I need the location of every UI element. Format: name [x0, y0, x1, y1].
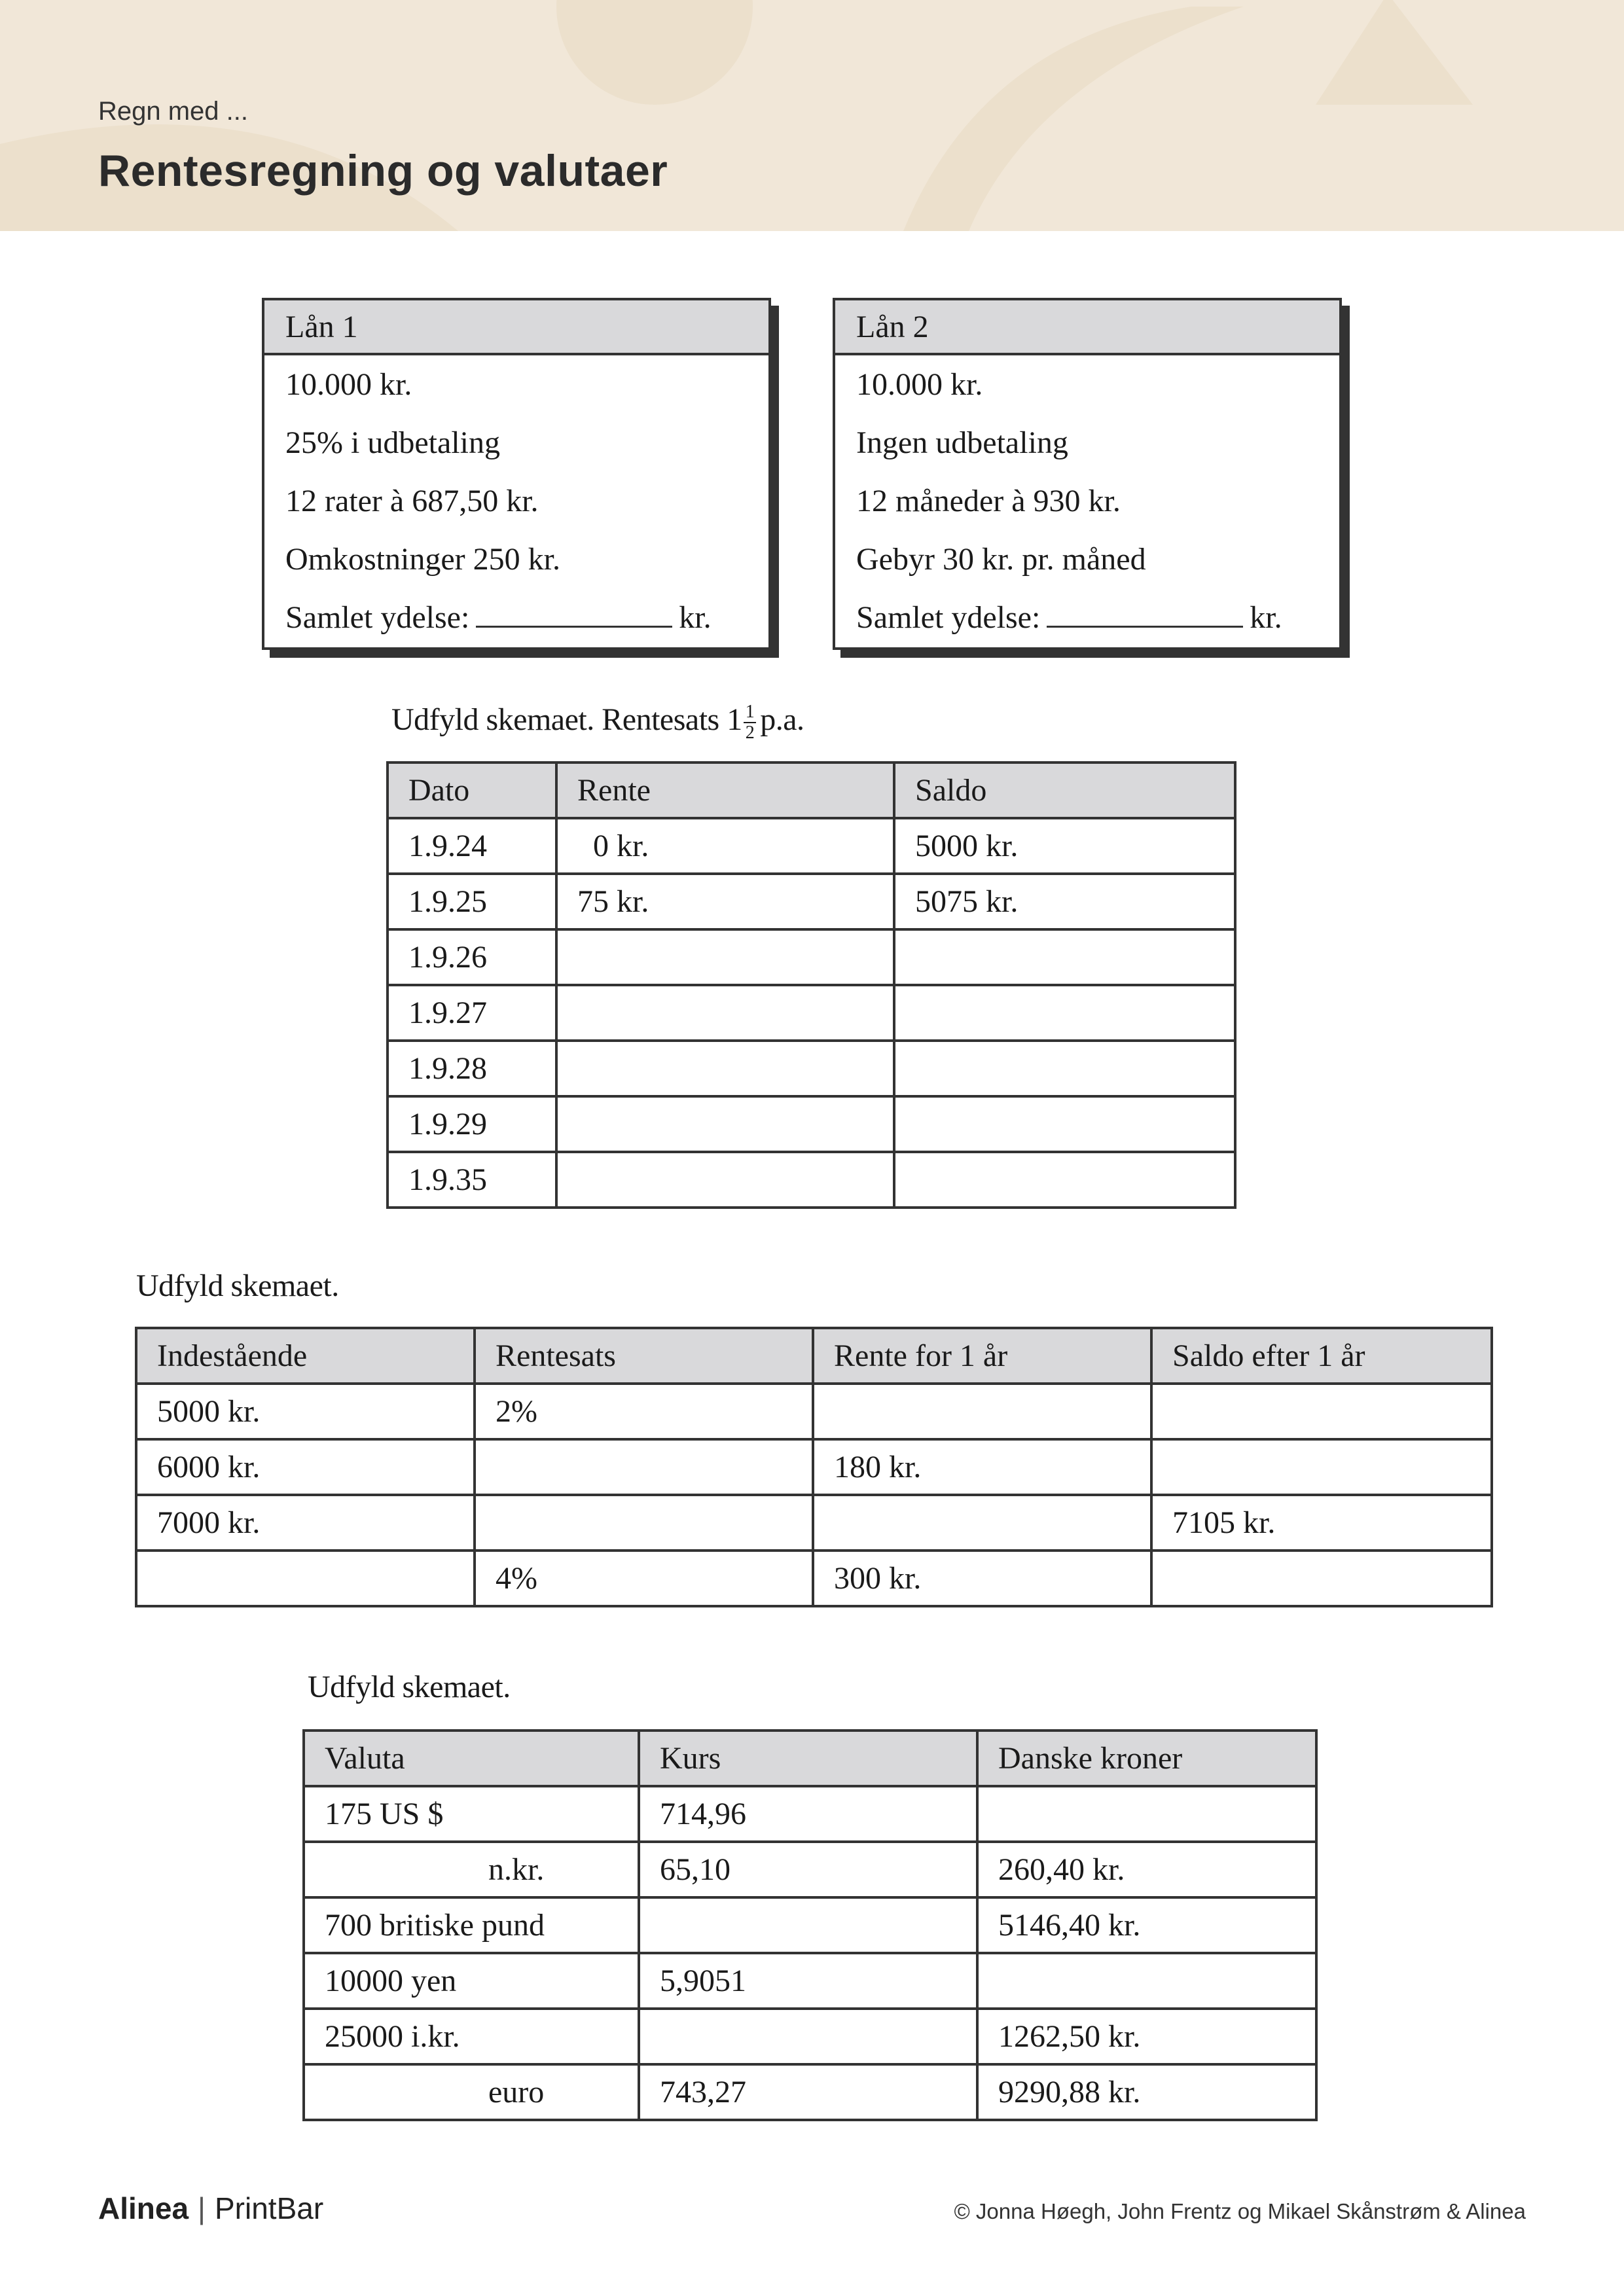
answer-cell[interactable]	[639, 1897, 977, 1953]
table-cell: 5000 kr.	[136, 1384, 475, 1439]
page-title: Rentesregning og valutaer	[98, 146, 668, 196]
table-cell: 1.9.24	[388, 818, 556, 874]
answer-cell[interactable]	[894, 1096, 1235, 1152]
answer-cell[interactable]	[475, 1495, 813, 1551]
header-band	[0, 0, 1624, 231]
table-row	[304, 1953, 1316, 2009]
table-row	[388, 818, 1235, 874]
answer-cell[interactable]	[136, 1551, 475, 1606]
table-row	[136, 1551, 1492, 1606]
answer-blank[interactable]	[1047, 602, 1243, 628]
answer-cell[interactable]	[894, 985, 1235, 1041]
table-row	[304, 2009, 1316, 2064]
table-cell: 6000 kr.	[136, 1439, 475, 1495]
brand-separator: |	[198, 2191, 206, 2225]
table-cell: 1.9.27	[388, 985, 556, 1041]
table-cell: 9290,88 kr.	[977, 2064, 1316, 2120]
table-cell: n.kr.	[304, 1842, 639, 1897]
answer-cell[interactable]	[556, 1152, 894, 1208]
fraction-numerator: 1	[744, 702, 757, 723]
table-row	[304, 1786, 1316, 1842]
answer-cell[interactable]	[813, 1495, 1151, 1551]
table-cell: 260,40 kr.	[977, 1842, 1316, 1897]
column-header: Rente for 1 år	[813, 1328, 1151, 1384]
total-label: Samlet ydelse:	[856, 600, 1041, 635]
answer-blank[interactable]	[476, 602, 672, 628]
table-cell: euro	[304, 2064, 639, 2120]
table-row	[388, 985, 1235, 1041]
loan-box-1	[262, 298, 771, 650]
deposit-table	[135, 1327, 1493, 1607]
table-row	[304, 2064, 1316, 2120]
loan-line: 12 måneder à 930 kr.	[856, 484, 1121, 518]
instruction-text: Udfyld skemaet. Rentesats 1	[391, 702, 742, 737]
deposit-instruction: Udfyld skemaet.	[136, 1268, 339, 1303]
table-cell: 5146,40 kr.	[977, 1897, 1316, 1953]
loan-title: Lån 2	[835, 300, 1339, 355]
column-header: Dato	[388, 762, 556, 818]
total-unit: kr.	[679, 600, 712, 635]
table-row	[304, 1897, 1316, 1953]
table-cell: 1.9.28	[388, 1041, 556, 1096]
header-row	[136, 1328, 1492, 1384]
table-row	[136, 1439, 1492, 1495]
loan-line: 10.000 kr.	[856, 367, 983, 402]
loan-line: Omkostninger 250 kr.	[285, 542, 560, 577]
table-cell: 743,27	[639, 2064, 977, 2120]
table-cell: 1.9.29	[388, 1096, 556, 1152]
table-cell: 2%	[475, 1384, 813, 1439]
table-cell: 7000 kr.	[136, 1495, 475, 1551]
column-header: Rentesats	[475, 1328, 813, 1384]
loan-line: 25% i udbetaling	[285, 425, 500, 460]
page-subtitle: Regn med ...	[98, 97, 249, 126]
table-cell: 1.9.35	[388, 1152, 556, 1208]
answer-cell[interactable]	[977, 1786, 1316, 1842]
fraction-denominator: 2	[745, 722, 755, 743]
table-cell: 180 kr.	[813, 1439, 1151, 1495]
table-cell: 1262,50 kr.	[977, 2009, 1316, 2064]
column-header: Saldo efter 1 år	[1151, 1328, 1492, 1384]
answer-cell[interactable]	[475, 1439, 813, 1495]
table-cell: 5000 kr.	[894, 818, 1235, 874]
answer-cell[interactable]	[1151, 1439, 1492, 1495]
table-row	[388, 1041, 1235, 1096]
currency-instruction: Udfyld skemaet.	[308, 1670, 511, 1704]
brand-name: Alinea	[98, 2191, 189, 2225]
table-cell: 300 kr.	[813, 1551, 1151, 1606]
table-row	[304, 1842, 1316, 1897]
table-cell: 65,10	[639, 1842, 977, 1897]
answer-cell[interactable]	[556, 985, 894, 1041]
table-cell: 5,9051	[639, 1953, 977, 2009]
table-cell: 4%	[475, 1551, 813, 1606]
answer-cell[interactable]	[1151, 1551, 1492, 1606]
interest-table	[386, 761, 1236, 1209]
table-cell: 1.9.26	[388, 929, 556, 985]
table-cell: 5075 kr.	[894, 874, 1235, 929]
answer-cell[interactable]	[813, 1384, 1151, 1439]
answer-cell[interactable]	[556, 1096, 894, 1152]
loan-total-row	[835, 588, 1339, 647]
table-row	[136, 1384, 1492, 1439]
loan-title: Lån 1	[264, 300, 768, 355]
table-cell: 714,96	[639, 1786, 977, 1842]
table-cell: 700 britiske pund	[304, 1897, 639, 1953]
column-header: Valuta	[304, 1731, 639, 1786]
table-cell: 75 kr.	[556, 874, 894, 929]
column-header: Rente	[556, 762, 894, 818]
table-cell: 175 US $	[304, 1786, 639, 1842]
table-row	[388, 1152, 1235, 1208]
instruction-suffix: p.a.	[760, 702, 804, 737]
header-row	[304, 1731, 1316, 1786]
table-cell: 0 kr.	[556, 818, 894, 874]
answer-cell[interactable]	[556, 929, 894, 985]
interest-instruction	[391, 702, 804, 743]
loan-total-row	[264, 588, 768, 647]
answer-cell[interactable]	[894, 1152, 1235, 1208]
loan-line: Ingen udbetaling	[856, 425, 1068, 460]
column-header: Indestående	[136, 1328, 475, 1384]
table-cell: 1.9.25	[388, 874, 556, 929]
table-row	[388, 929, 1235, 985]
table-cell: 10000 yen	[304, 1953, 639, 2009]
copyright: © Jonna Høegh, John Frentz og Mikael Skånstrøm & Alinea	[954, 2199, 1526, 2223]
total-unit: kr.	[1250, 600, 1282, 635]
answer-cell[interactable]	[639, 2009, 977, 2064]
loan-line: 10.000 kr.	[285, 367, 412, 402]
table-cell: 7105 kr.	[1151, 1495, 1492, 1551]
answer-cell[interactable]	[977, 1953, 1316, 2009]
fraction	[744, 702, 757, 743]
total-label: Samlet ydelse:	[285, 600, 470, 635]
answer-cell[interactable]	[556, 1041, 894, 1096]
column-header: Kurs	[639, 1731, 977, 1786]
loan-box-2	[833, 298, 1342, 650]
table-row	[388, 1096, 1235, 1152]
currency-table	[302, 1729, 1318, 2121]
column-header: Saldo	[894, 762, 1235, 818]
answer-cell[interactable]	[1151, 1384, 1492, 1439]
table-row	[388, 874, 1235, 929]
column-header: Danske kroner	[977, 1731, 1316, 1786]
product-name: PrintBar	[215, 2191, 324, 2225]
table-row	[136, 1495, 1492, 1551]
footer-logo	[98, 2191, 323, 2226]
header-row	[388, 762, 1235, 818]
loan-line: 12 rater à 687,50 kr.	[285, 484, 539, 518]
answer-cell[interactable]	[894, 1041, 1235, 1096]
loan-line: Gebyr 30 kr. pr. måned	[856, 542, 1146, 577]
answer-cell[interactable]	[894, 929, 1235, 985]
table-cell: 25000 i.kr.	[304, 2009, 639, 2064]
